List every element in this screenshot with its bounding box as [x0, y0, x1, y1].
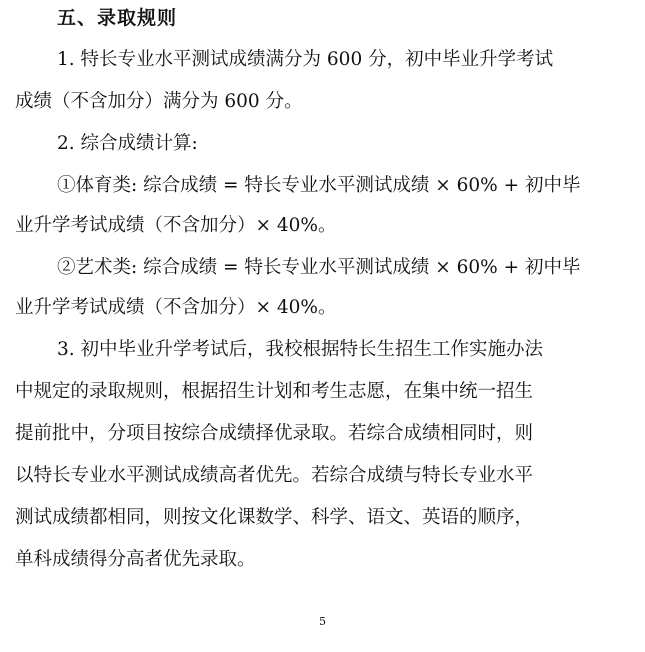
paragraph-text: 业升学考试成绩（不含加分）× 40%。 [15, 297, 337, 318]
paragraph-text: ①体育类: 综合成绩 = 特长专业水平测试成绩 × 60% + 初中毕 [57, 175, 581, 196]
paragraph-text: 1. 特长专业水平测试成绩满分为 600 分，初中毕业升学考试 [57, 49, 554, 70]
paragraph-text: 业升学考试成绩（不含加分）× 40%。 [15, 215, 337, 236]
paragraph-text: 测试成绩都相同，则按文化课数学、科学、语文、英语的顺序， [15, 507, 534, 528]
paragraph-text: 3. 初中毕业升学考试后，我校根据特长生招生工作实施办法 [57, 339, 544, 360]
paragraph-text: 以特长专业水平测试成绩高者优先。若综合成绩与特长专业水平 [15, 465, 534, 486]
paragraph-text: 中规定的录取规则，根据招生计划和考生志愿，在集中统一招生 [15, 381, 534, 402]
paragraph-text: ②艺术类: 综合成绩 = 特长专业水平测试成绩 × 60% + 初中毕 [57, 257, 581, 278]
page-number: 5 [319, 615, 326, 628]
paragraph-text: 成绩（不含加分）满分为 600 分。 [15, 91, 303, 112]
paragraph-text: 2. 综合成绩计算: [57, 133, 198, 154]
paragraph-text: 单科成绩得分高者优先录取。 [15, 549, 256, 570]
paragraph-text: 提前批中，分项目按综合成绩择优录取。若综合成绩相同时，则 [15, 423, 534, 444]
section-heading: 五、录取规则 [57, 7, 178, 29]
